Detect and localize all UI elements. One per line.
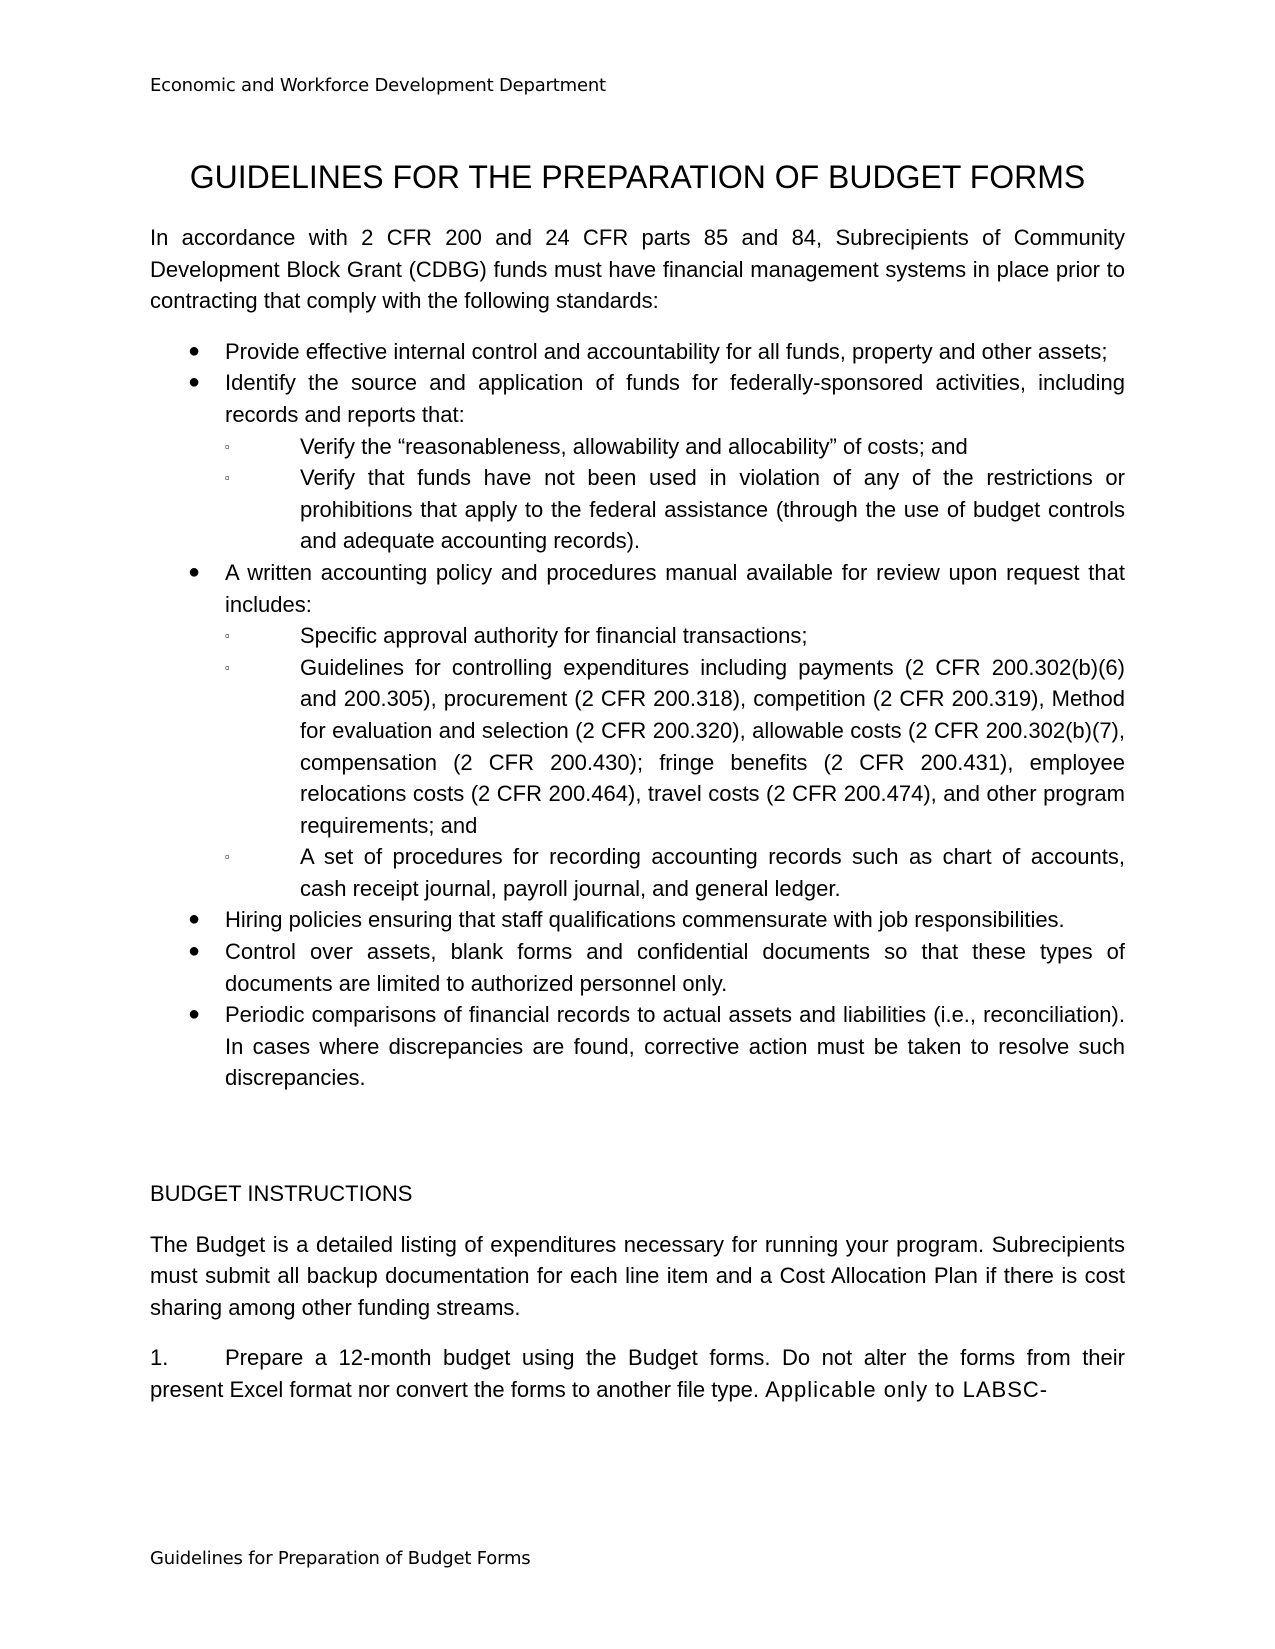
sub-list-item-text: Specific approval authority for financial transactions; [300,623,808,649]
list-item-text: Hiring policies ensuring that staff qualifications commensurate with job responsibilities. [225,907,1065,933]
square-bullet-icon: ▫ [225,628,230,644]
bullet-icon: ● [188,940,201,963]
list-item-text: Control over assets, blank forms and confidential documents so that these types of documents are limited to authorized personnel only. [225,939,1125,996]
list-item-text: Periodic comparisons of financial records to actual assets and liabilities (i.e., reconciliation). In cases where discrepancies are found, corrective action must be taken to resolve such discrepancies. [225,1002,1125,1091]
list-item [150,999,1125,1094]
sub-list-item-text: A set of procedures for recording accounting records such as chart of accounts, cash receipt journal, payroll journal, and general ledger. [300,844,1125,901]
section-heading: BUDGET INSTRUCTIONS [150,1181,413,1207]
list-item-text: Provide effective internal control and accountability for all funds, property and other assets; [225,338,1108,364]
bullet-icon: ● [188,908,201,931]
sub-list-item [225,652,1125,842]
item-text-continued: Applicable only to LABSC- [765,1377,1049,1402]
sub-list [225,620,1125,904]
list-item [150,367,1125,557]
item-text: Prepare a 12-month budget using the Budget forms. Do not alter the forms from their present Excel format nor convert the forms to another file type. [150,1345,1125,1402]
sub-list-item [225,620,1125,652]
budget-intro-paragraph: The Budget is a detailed listing of expenditures necessary for running your program. Subrecipients must submit all backup documentation for each line item and a Cost Allocation Plan if there is cost sharing among other funding streams. [150,1231,1125,1320]
bullet-icon: ● [188,339,201,362]
numbered-item [150,1342,1125,1405]
sub-list-item-text: Verify that funds have not been used in violation of any of the restrictions or prohibitions that apply to the federal assistance (through the use of budget controls and adequate accounting records). [300,465,1125,554]
intro-paragraph: In accordance with 2 CFR 200 and 24 CFR parts 85 and 84, Subrecipients of Community Development Block Grant (CDBG) funds must have financial management systems in place prior to contracting that comply with the following standards: [150,225,1125,314]
bullet-icon: ● [188,371,201,394]
sub-list-item [225,841,1125,904]
document-body [150,222,1125,1406]
bullet-icon: ● [188,560,201,583]
standards-list [150,336,1125,1094]
sub-list [225,431,1125,557]
sub-list-item [225,462,1125,557]
square-bullet-icon: ▫ [225,438,230,454]
sub-list-item [225,431,1125,463]
list-item [150,936,1125,999]
square-bullet-icon: ▫ [225,659,230,675]
page-header: Economic and Workforce Development Department [150,75,606,96]
square-bullet-icon: ▫ [225,470,230,486]
list-item [150,904,1125,936]
sub-list-item-text: Verify the “reasonableness, allowability and allocability” of costs; and [300,433,968,459]
list-item-text: Identify the source and application of funds for federally-sponsored activities, including records and reports that: [225,370,1125,427]
item-number: 1. [150,1345,169,1371]
bullet-icon: ● [188,1003,201,1026]
list-item-text: A written accounting policy and procedures manual available for review upon request that includes: [225,559,1125,617]
list-item [150,336,1125,368]
sub-list-item-text: Guidelines for controlling expenditures including payments (2 CFR 200.302(b)(6) and 200.305), procurement (2 CFR 200.318), competition (2 CFR 200.319), Method for evaluation and selection (2 CFR 200.320), allowable costs (2 CFR 200.302(b)(7), compensation (2 CFR 200.430); fringe benefits (2 CFR 200.431), employee relocations costs (2 CFR 200.464), travel costs (2 CFR 200.474), and other program requirements; and [300,654,1125,838]
page-title: GUIDELINES FOR THE PREPARATION OF BUDGET FORMS [189,159,1086,195]
list-item [150,557,1125,905]
square-bullet-icon: ▫ [225,849,230,865]
page-footer: Guidelines for Preparation of Budget Forms [150,1548,531,1569]
